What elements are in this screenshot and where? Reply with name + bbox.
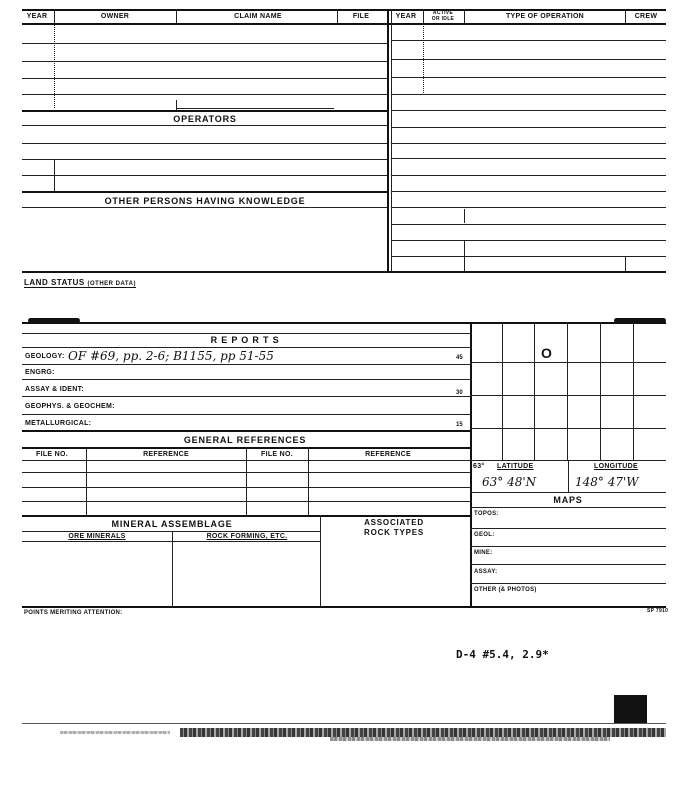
header-owner: OWNER	[100, 13, 130, 20]
latitude-prefix: 63°	[473, 463, 485, 470]
maps-other-photos: OTHER (& PHOTOS)	[474, 587, 537, 593]
header-type-of-operation: TYPE OF OPERATION	[505, 13, 585, 20]
stamp-reference: D-4 #5.4, 2.9*	[456, 648, 549, 661]
geology-label: GEOLOGY:	[25, 353, 65, 360]
col-file-no-1: FILE NO.	[36, 451, 68, 458]
engrg-label: ENGRG:	[25, 369, 55, 376]
header-year-2: YEAR	[395, 13, 417, 20]
maps-geol: GEOL:	[474, 532, 495, 538]
longitude-value: 148° 47'W	[575, 475, 639, 489]
grid-number-15: 15	[456, 422, 463, 428]
header-or-idle: OR IDLE	[431, 16, 455, 22]
form-code: SP 7910	[647, 608, 669, 614]
maps-topos: TOPOS:	[474, 511, 499, 517]
header-active: ACTIVE	[432, 10, 454, 16]
latitude-label: LATITUDE	[497, 463, 534, 470]
reports-heading: R E P O R T S	[210, 335, 280, 345]
operators-heading: OPERATORS	[173, 114, 237, 124]
latitude-value: 63° 48'N	[482, 475, 537, 489]
maps-mine: MINE:	[474, 550, 493, 556]
geophys-label: GEOPHYS. & GEOCHEM:	[25, 403, 115, 410]
maps-heading: MAPS	[553, 495, 583, 505]
assay-ident-label: ASSAY & IDENT:	[25, 386, 85, 393]
header-claim-name: CLAIM NAME	[234, 13, 282, 20]
col-rock-forming: ROCK FORMING, ETC.	[206, 533, 288, 540]
header-file: FILE	[352, 13, 370, 20]
grid-number-30: 30	[456, 390, 463, 396]
scan-noise-band	[180, 728, 666, 737]
scan-black-block	[614, 695, 647, 723]
maps-assay: ASSAY:	[474, 569, 498, 575]
associated-rock-types-top: ASSOCIATED	[364, 518, 424, 527]
other-persons-heading: OTHER PERSONS HAVING KNOWLEDGE	[104, 196, 306, 206]
geology-value: OF #69, pp. 2-6; B1155, pp 51-55	[68, 349, 274, 363]
longitude-label: LONGITUDE	[594, 463, 638, 470]
col-ore-minerals: ORE MINERALS	[68, 533, 126, 540]
col-reference-1: REFERENCE	[143, 451, 189, 458]
mineral-assemblage-heading: MINERAL ASSEMBLAGE	[111, 519, 233, 529]
points-meriting-attention: POINTS MERITING ATTENTION:	[24, 610, 123, 616]
header-year: YEAR	[26, 13, 48, 20]
general-references-heading: GENERAL REFERENCES	[183, 435, 307, 445]
land-status-text: LAND STATUS	[24, 278, 85, 287]
col-reference-2: REFERENCE	[365, 451, 411, 458]
grid-number-45: 45	[456, 355, 463, 361]
col-file-no-2: FILE NO.	[261, 451, 293, 458]
metallurgical-label: METALLURGICAL:	[25, 420, 92, 427]
land-status-label	[24, 278, 136, 288]
grid-location-marker: O	[541, 345, 552, 361]
header-crew: CREW	[634, 13, 658, 20]
land-status-sub: (OTHER DATA)	[87, 281, 136, 287]
associated-rock-types-bottom: ROCK TYPES	[363, 528, 425, 537]
